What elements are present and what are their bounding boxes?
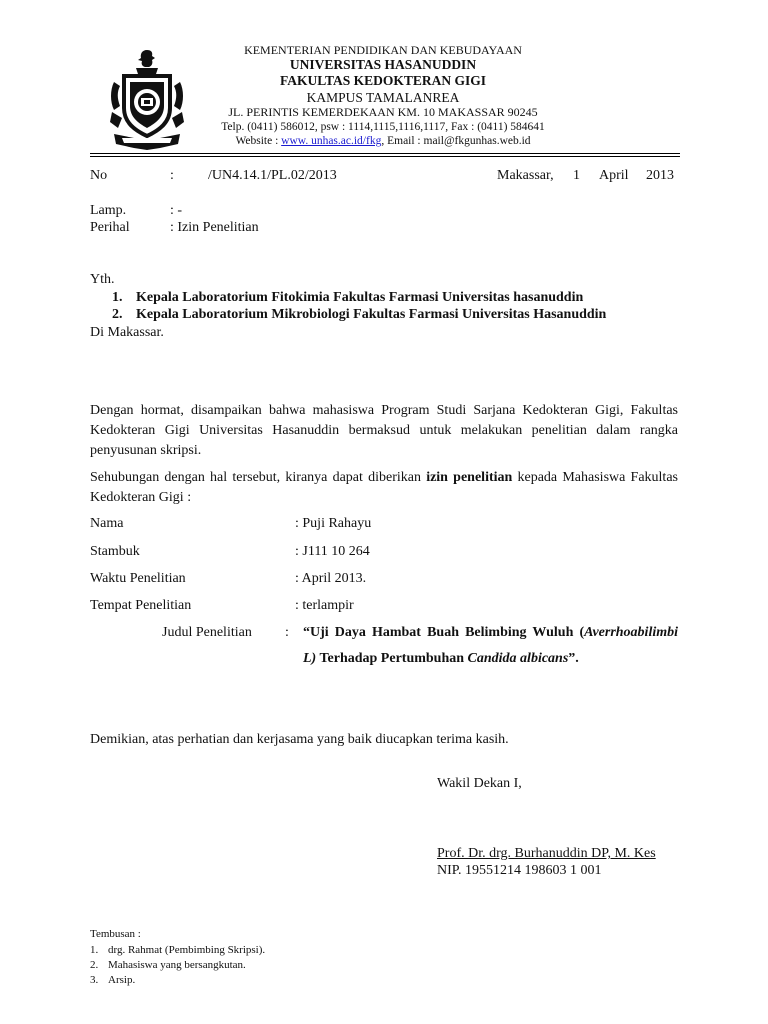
field-label-nama: Nama xyxy=(90,516,124,531)
request-text-a: Sehubungan dengan hal tersebut, kiranya dapat diberikan xyxy=(90,470,427,485)
request-text-b: kepada Mahasiswa Fakultas Kedokteran Gigi : xyxy=(90,470,678,505)
lamp-value: : - xyxy=(170,203,183,218)
recipient-2: Kepala Laboratorium Mikrobiologi Fakultas Farmasi Universitas Hasanuddin xyxy=(136,307,607,322)
letter-year: 2013 xyxy=(646,168,674,183)
perihal-value: : Izin Penelitian xyxy=(170,220,259,235)
judul-colon: : xyxy=(285,625,289,640)
website-email-line xyxy=(200,135,566,148)
address: JL. PERINTIS KEMERDEKAAN KM. 10 MAKASSAR 90245 xyxy=(228,105,538,119)
request-paragraph xyxy=(90,468,678,508)
letter-number: /UN4.14.1/PL.02/2013 xyxy=(208,168,337,183)
faculty-name: FAKULTAS KEDOKTERAN GIGI xyxy=(279,73,487,88)
opening-paragraph: Dengan hormat, disampaikan bahwa mahasiswa Program Studi Sarjana Kedokteran Gigi, Fakultas Kedokteran Gigi Universitas Hasanuddin bermaksud untuk melakukan penelitian dalam rangka penyusunan skripsi. xyxy=(90,403,678,458)
ministry-name: KEMENTERIAN PENDIDIKAN DAN KEBUDAYAAN xyxy=(244,43,522,57)
recipient-1: Kepala Laboratorium Fitokimia Fakultas Farmasi Universitas hasanuddin xyxy=(136,290,584,305)
recipient-1-number: 1. xyxy=(112,290,123,305)
signatory-name: Prof. Dr. drg. Burhanuddin DP, M. Kes xyxy=(437,846,656,861)
field-value-stambuk: : J111 10 264 xyxy=(295,544,370,559)
website-link[interactable]: www. unhas.ac.id/fkg xyxy=(281,135,382,147)
research-title xyxy=(303,620,678,672)
tembusan-1: drg. Rahmat (Pembimbing Skripsi). xyxy=(108,944,266,956)
lamp-label: Lamp. xyxy=(90,203,127,218)
header-divider-thick xyxy=(90,153,680,154)
tembusan-2-number: 2. xyxy=(90,959,99,971)
field-value-nama: : Puji Rahayu xyxy=(295,516,372,531)
field-label-waktu: Waktu Penelitian xyxy=(90,571,186,586)
tembusan-label: Tembusan : xyxy=(90,928,141,940)
tembusan-3: Arsip. xyxy=(108,974,136,986)
signatory-nip: NIP. 19551214 198603 1 001 xyxy=(437,863,602,878)
title-latin-fungus: Candida albicans xyxy=(467,651,569,666)
perihal-label: Perihal xyxy=(90,220,130,235)
closing-sentence: Demikian, atas perhatian dan kerjasama yang baik diucapkan terima kasih. xyxy=(90,732,509,747)
campus-name: KAMPUS TAMALANREA xyxy=(306,90,460,105)
letter-day: 1 xyxy=(573,168,580,183)
title-latin-plant: Averrhoabilimbi L) xyxy=(303,625,678,666)
request-bold: izin penelitian xyxy=(426,470,513,485)
recipient-2-number: 2. xyxy=(112,307,123,322)
tembusan-3-number: 3. xyxy=(90,974,99,986)
tembusan-1-number: 1. xyxy=(90,944,99,956)
field-label-stambuk: Stambuk xyxy=(90,544,140,559)
letter-place: Makassar, xyxy=(497,168,554,183)
letter-month: April xyxy=(599,168,629,183)
tembusan-2: Mahasiswa yang bersangkutan. xyxy=(108,959,246,971)
header-divider-thin xyxy=(90,156,680,157)
field-value-waktu: : April 2013. xyxy=(295,571,367,586)
title-close: ”. xyxy=(568,651,579,666)
title-mid: Terhadap Pertumbuhan xyxy=(316,651,468,666)
field-label-tempat: Tempat Penelitian xyxy=(90,598,192,613)
field-value-tempat: : terlampir xyxy=(295,598,354,613)
signatory-title: Wakil Dekan I, xyxy=(437,776,522,791)
no-label: No xyxy=(90,168,108,183)
title-open: “Uji Daya Hambat Buah Belimbing Wuluh ( xyxy=(303,625,585,640)
recipient-location: Di Makassar. xyxy=(90,325,164,340)
no-colon: : xyxy=(170,168,174,183)
yth-label: Yth. xyxy=(90,272,115,287)
field-label-judul: Judul Penelitian xyxy=(162,625,252,640)
university-seal-logo xyxy=(108,46,186,152)
university-name: UNIVERSITAS HASANUDDIN xyxy=(289,57,477,72)
phone-fax: Telp. (0411) 586012, psw : 1114,1115,1116,1117, Fax : (0411) 584641 xyxy=(221,121,545,133)
email-text: , Email : mail@fkgunhas.web.id xyxy=(381,135,531,147)
website-label: Website : xyxy=(235,135,282,147)
